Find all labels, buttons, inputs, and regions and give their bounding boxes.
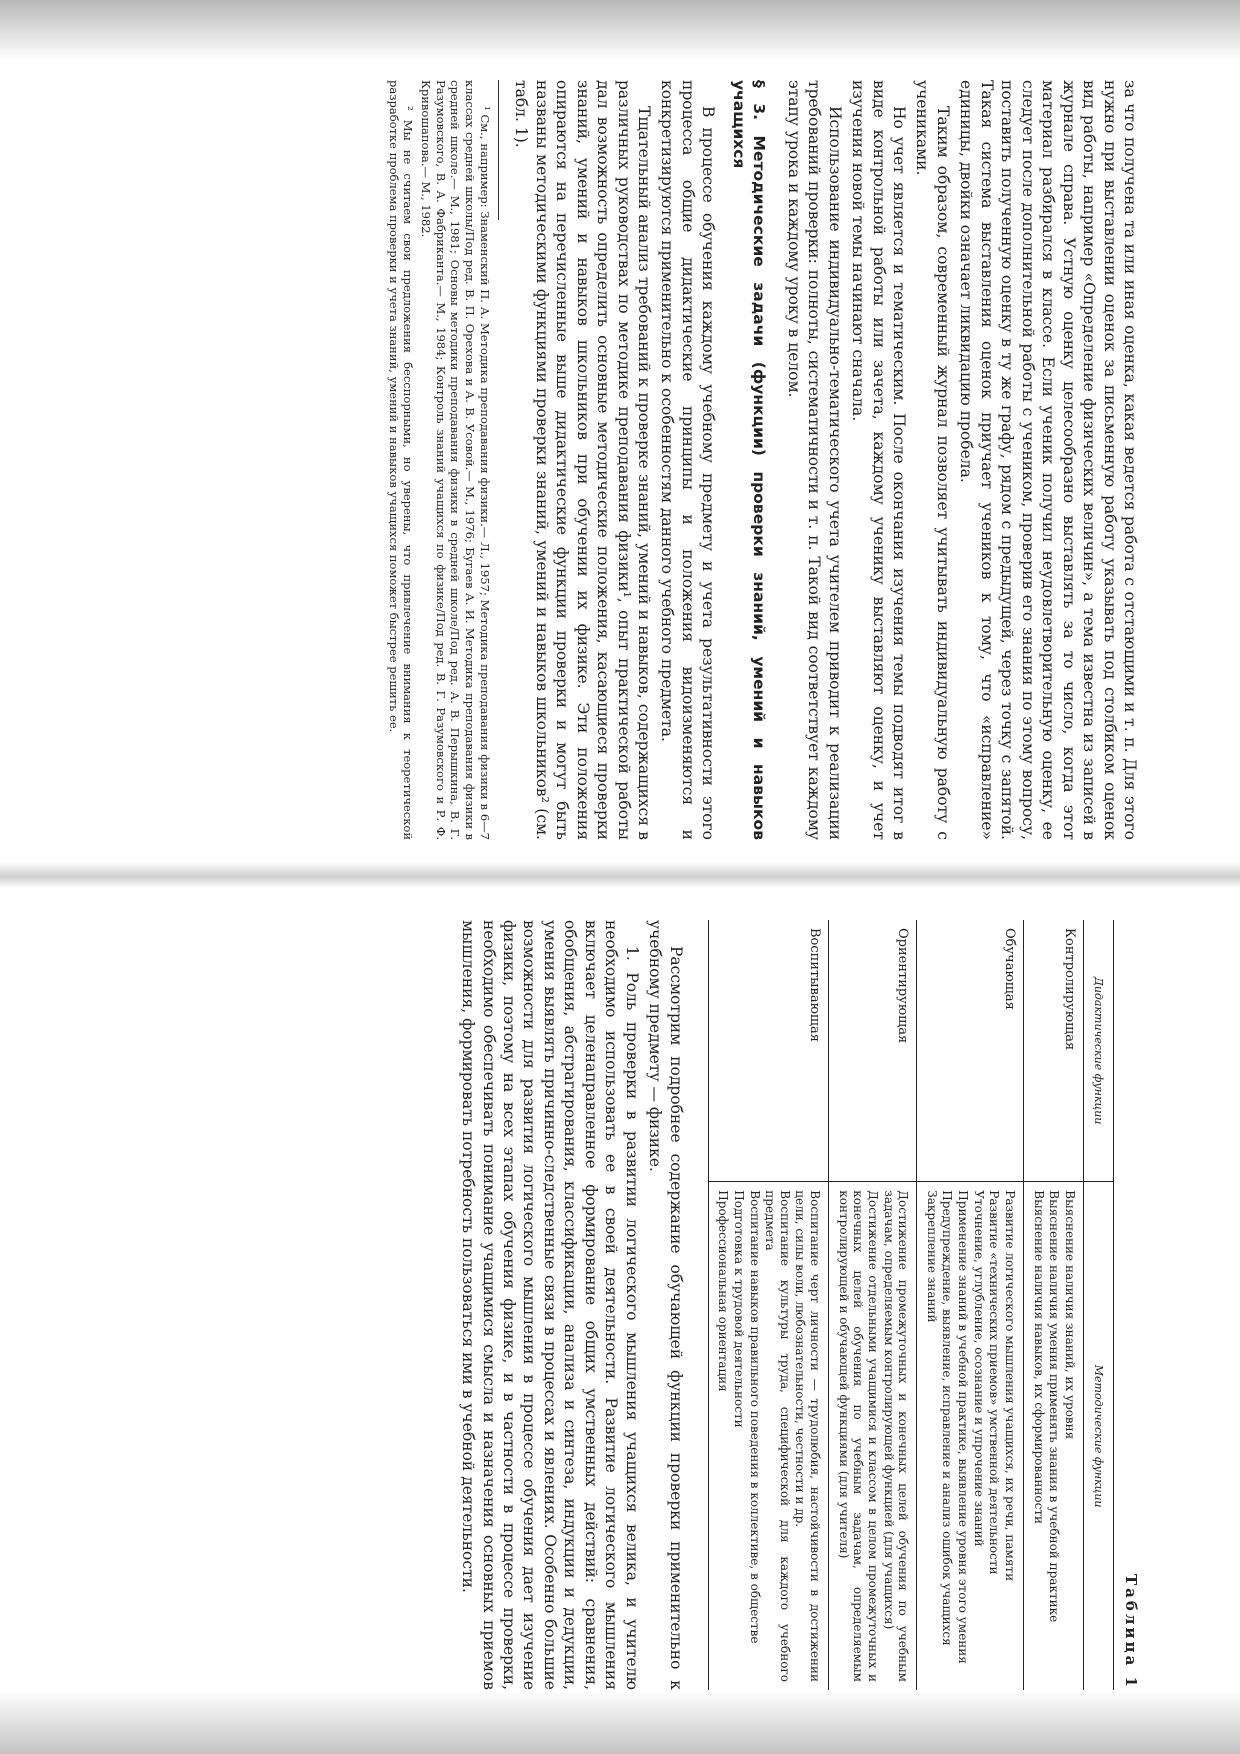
paragraph: Использование индивидуально-тематического учета учителем приводит к реализации требований проверки: полноты, систематичности и т. п. Такой вид соответствует каждому этапу урока и каждому уроку в целом. — [784, 80, 844, 840]
table-header-row — [1083, 920, 1113, 1690]
methodic-item: Развитие логического мышления учащихся, их речи, памяти — [1002, 1190, 1017, 1582]
paragraph: Таким образом, современный журнал позволяет учитывать индивидуальную работу с учениками. — [913, 80, 952, 840]
methodic-functions — [917, 1182, 1024, 1690]
table-header-didactic: Дидактические функции — [1083, 920, 1113, 1182]
methodic-item: Достижение промежуточных и конечных целей обучения по учебным задачам, определяемым контролирующей функцией (для учащихся) — [881, 1190, 911, 1682]
methodic-item: Уточнение, углубление, осознание и упрочение знаний — [971, 1190, 986, 1547]
scan-edge-top — [0, 0, 1240, 60]
footnote-divider — [498, 80, 499, 220]
table-row — [829, 920, 917, 1690]
paragraph: 1. Роль проверки в развитии логического мышления учащихся велика, и учителю необходимо использовать ее в своей деятельности. Развитие логического мышления включает целенаправленное формирование общих умственных действий: сравнения, обобщения, абстрагирования, классификации, анализа и синтеза, индукции и дедукции, умения выявлять причинно-следственные связи в процессах и явлениях. Особенно большие возможности для развития логического мышления в процессе обучения дает изучение физики, поэтому на всех этапах обучения физике, и в частности в процессе проверки, необходимо обеспечивать понимание учащимися смысла и назначения основных приемов мышления, формировать потребность пользоваться ими в учебной деятельности. — [459, 920, 641, 1690]
paragraph: Но учет является и тематическим. После окончания изучения темы подводят итог в виде контрольной работы или зачета, каждому ученику выставляют оценку, и учет изучения новой темы начинают сначала. — [849, 80, 909, 840]
methodic-functions — [1023, 1182, 1083, 1690]
paragraph: за что получена та или иная оценка, какая ведется работа с отстающими и т. п. Для этого нужно при выставлении оценок за письменную работу указывать под столбиком оценок вид работы, например «Определение физических величин», а тема известна из записей в журнале справа. Устную оценку целесообразно выставлять за то число, когда этот материал разбирался в классе. Если ученик получил неудовлетворительную оценку, ее следует после дополнительной работы с учеником, проверив его знания по этому вопросу, поставить полученную оценку в ту же графу, рядом с предыдущей, через точку с запятой. Такая система выставления оценок приучает учеников к тому, что «исправление» единицы, двойки означает ликвидацию пробела. — [957, 80, 1139, 840]
methodic-item: Воспитание навыков правильного поведения в коллективе, в обществе — [747, 1190, 762, 1644]
didactic-function: Обучающая — [917, 920, 1024, 1182]
methodic-item: Закрепление знаний — [924, 1190, 939, 1323]
methodic-item: Выяснение наличия знаний, их уровня — [1062, 1190, 1077, 1440]
table-caption-text: Таблица 1 — [1122, 1573, 1140, 1690]
methodic-item: Выяснение наличия навыков, их сформированности — [1031, 1190, 1046, 1524]
functions-table — [708, 920, 1115, 1690]
paragraph: Тщательный анализ требований к проверке знаний, умений и навыков, содержащихся в различных руководствах по методике преподавания физики¹, опыт практической работы дал возможность определить основные методические положения, касающиеся проверки знаний, умений и навыков школьников при обучении их физике. Эти положения опираются на перечисленные выше дидактические функции проверки и могут быть названы методическими функциями проверки знаний, умений и навыков школьников² (см. табл. 1). — [512, 80, 654, 840]
paragraph: В процессе обучения каждому учебному предмету и учета результативности этого процесса общие дидактические принципы и положения видоизменяются и конкретизируются применительно к особенностям данного учебного предмета. — [658, 80, 718, 840]
methodic-item: Развитие «технических приемов» умственной деятельности — [987, 1190, 1002, 1575]
methodic-item: Достижение отдельными учащимися и классом в целом промежуточных и конечных целей обучения по учебным задачам, определяемым контролирующей и обучающей функциями (для учителя) — [836, 1190, 880, 1682]
table-row — [917, 920, 1024, 1690]
didactic-function: Воспитывающая — [708, 920, 828, 1182]
table-header-methodic: Методические функции — [1083, 1182, 1113, 1690]
methodic-functions — [708, 1182, 828, 1690]
methodic-item: Профессиональная ориентация — [716, 1190, 731, 1392]
page-10 — [0, 70, 1140, 850]
didactic-function: Ориентирующая — [829, 920, 917, 1182]
page-11 — [0, 910, 1140, 1700]
table-caption — [1120, 920, 1140, 1690]
methodic-item: Воспитание черт личности — трудолюбия, настойчивости в достижении цели, силы воли, любознательности, честности и др. — [793, 1190, 823, 1682]
table-row — [1023, 920, 1083, 1690]
methodic-item: Применение знаний в учебной практике, выявление уровня этого умения — [956, 1190, 971, 1664]
table-row — [708, 920, 828, 1690]
footnote: ¹ См., например: Знаменский П. А. Методика преподавания физики.— Л., 1957; Методика преподавания физики в 6—7 классах средней школы/Под ред. В. П. Орехова и А. В. Усовой.— М., 1976; Бугаев А. И. Методика преподавания физики в средней школе.— М., 1981; Основы методики преподавания физики в средней школе/Под ред. А. В. Перышкина, В. Г. Разумовского, В. А. Фабриканта.— М., 1984; Контроль знаний учащихся по физике/Под ред. В. Г. Разумовского и Р. Ф. Кривошапова.— М., 1982. — [418, 80, 492, 840]
methodic-item: Подготовка к трудовой деятельности — [731, 1190, 746, 1428]
footnote: ² Мы не считаем свои предложения бесспорными, но уверены, что привлечение внимания к теоретической разработке проблема проверки и учета знаний, умений и навыков учащихся поможет быстрее решить ее. — [386, 80, 416, 840]
methodic-functions — [829, 1182, 917, 1690]
methodic-item: Выяснение наличия умения применять знания в учебной практике — [1047, 1190, 1062, 1623]
didactic-function: Контролирующая — [1023, 920, 1083, 1182]
methodic-item: Воспитание культуры труда, специфической для каждого учебного предмета — [763, 1190, 792, 1682]
section-heading: § 3. Методические задачи (функции) проверки знаний, умений и навыков учащихся — [729, 80, 769, 840]
methodic-item: Предупреждение, выявление, исправление и анализ ошибок учащихся — [940, 1190, 955, 1646]
book-spine — [0, 862, 1240, 888]
paragraph: Рассмотрим подробнее содержание обучающей функции проверки применительно к учебному предмету — физике. — [646, 920, 685, 1690]
